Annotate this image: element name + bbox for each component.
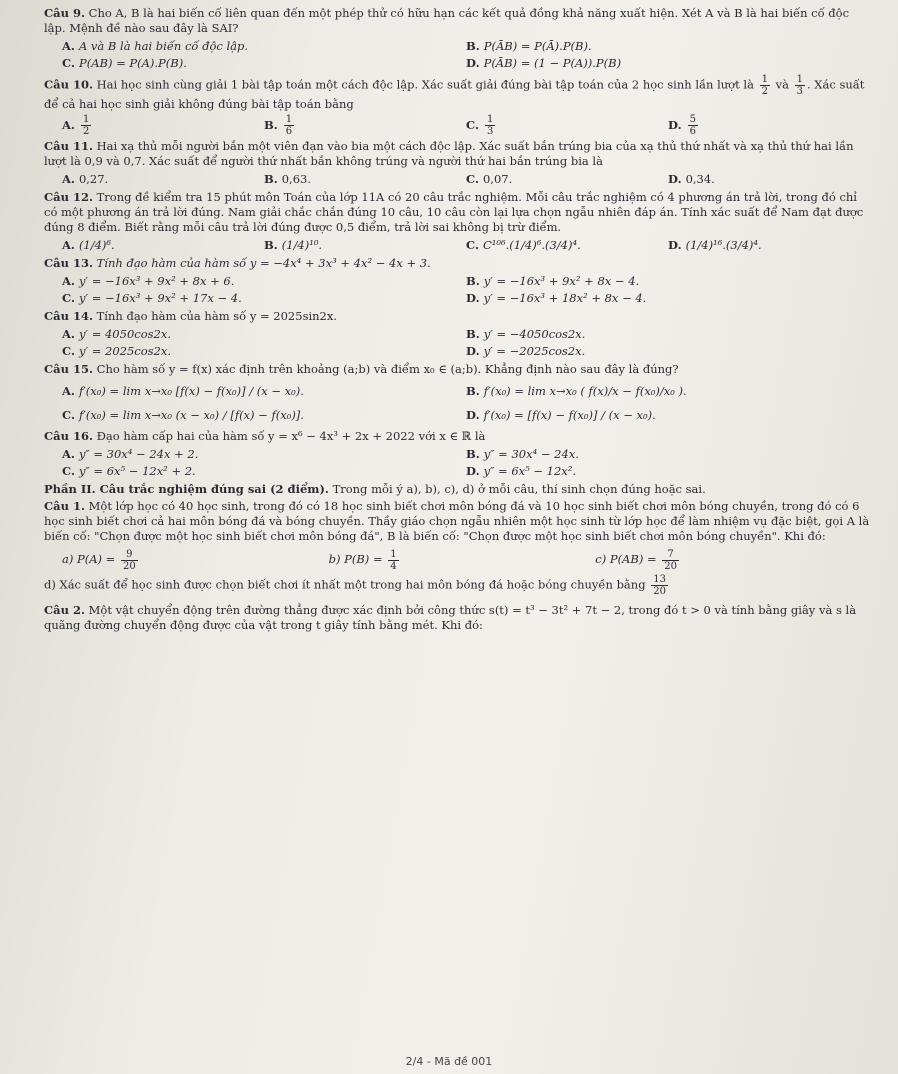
question-label: Câu 11. bbox=[44, 139, 93, 153]
option-c[interactable]: C. C¹⁰⁶.(1/4)⁶.(3/4)⁴. bbox=[466, 238, 581, 252]
option-d[interactable]: D. P(ĀB) = (1 − P(A)).P(B) bbox=[466, 56, 622, 70]
option-d[interactable]: D. y′ = −2025cos2x. bbox=[466, 344, 586, 358]
options-q9 bbox=[62, 38, 870, 72]
option-d[interactable]: D. y″ = 6x⁵ − 12x². bbox=[466, 464, 577, 478]
option-d[interactable]: D. y′ = −16x³ + 18x² + 8x − 4. bbox=[466, 291, 647, 305]
option-b[interactable]: B. y′ = −16x³ + 9x² + 8x − 4. bbox=[466, 274, 640, 288]
option-b[interactable]: B. P(ĀB) = P(Ā).P(B). bbox=[466, 39, 592, 53]
fraction: $\frac{1}{2}$ bbox=[761, 74, 768, 97]
statement-d[interactable]: d) Xác suất để học sinh được chọn biết chơi ít nhất một trong hai môn bóng đá hoặc bóng chuyền bằng $\frac{13}{20}$ bbox=[44, 574, 666, 597]
question-10: Câu 10. Hai học sinh cùng giải 1 bài tập toán một cách độc lập. Xác suất giải đúng bài tập toán của 2 học sinh lần lượt là $\frac{1}{2}$ và $\frac{1}{3}$ . Xác suất để cả hai học sinh giải không đúng bài tập toán bằng bbox=[44, 74, 865, 111]
option-c[interactable]: C. P(AB) = P(A).P(B). bbox=[62, 56, 187, 70]
option-a[interactable]: A. y″ = 30x⁴ − 24x + 2. bbox=[62, 447, 199, 461]
part-instructions: Trong mỗi ý a), b), c), d) ở mỗi câu, thí sinh chọn đúng hoặc sai. bbox=[332, 482, 706, 496]
option-b[interactable]: B. 0,63. bbox=[264, 172, 311, 186]
statement-b[interactable]: b) P(B) = $\frac{1}{4}$ bbox=[328, 548, 397, 572]
page-footer: 2/4 - Mã đề 001 bbox=[405, 1055, 493, 1068]
option-d[interactable]: D. (1/4)¹⁶.(3/4)⁴. bbox=[668, 238, 762, 252]
option-d[interactable]: D. $\frac{5}{6}$ bbox=[668, 114, 696, 137]
option-a[interactable]: A. y′ = −16x³ + 9x² + 8x + 6. bbox=[62, 274, 235, 288]
option-b[interactable]: B. y″ = 30x⁴ − 24x. bbox=[466, 447, 579, 461]
question-label: Câu 1. bbox=[44, 499, 85, 513]
option-a[interactable]: A. (1/4)⁶. bbox=[62, 238, 115, 252]
part2-question-2 bbox=[44, 603, 870, 633]
question-9 bbox=[44, 6, 870, 36]
statement-c[interactable]: c) P(AB) = $\frac{7}{20}$ bbox=[595, 548, 677, 572]
option-c[interactable]: C. y″ = 6x⁵ − 12x² + 2. bbox=[62, 464, 196, 478]
options-q13 bbox=[62, 273, 870, 307]
question-text: Cho hàm số y = f(x) xác định trên khoảng (a;b) và điểm x₀ ∈ (a;b). Khẳng định nào sau đây là đúng? bbox=[96, 362, 679, 376]
part-2-heading bbox=[44, 482, 870, 497]
option-c[interactable]: C. $\frac{1}{3}$ bbox=[466, 114, 494, 137]
question-text: Hai xạ thủ mỗi người bắn một viên đạn vào bia một cách độc lập. Xác suất bắn trúng bia của xạ thủ thứ nhất và xạ thủ thứ hai lần lượt là 0,9 và 0,7. Xác suất để người thứ nhất bắn không trúng và người thứ hai bắn trúng bia là bbox=[44, 139, 854, 168]
fraction: $\frac{1}{3}$ bbox=[796, 74, 803, 97]
question-15 bbox=[44, 362, 870, 377]
option-b[interactable]: B. f′(x₀) = lim x→x₀ ( f(x)/x − f(x₀)/x₀ ). bbox=[466, 384, 687, 398]
option-c[interactable]: C. f′(x₀) = lim x→x₀ (x − x₀) / [f(x) − f(x₀)]. bbox=[62, 408, 304, 422]
option-a[interactable]: A. $\frac{1}{2}$ bbox=[62, 114, 90, 137]
question-text: Một vật chuyển động trên đường thẳng được xác định bởi công thức s(t) = t³ − 3t² + 7t − 2, trong đó t > 0 và tính bằng giây và s là quãng đường chuyển động được của vật trong t giây tính bằng mét. Khi đó: bbox=[44, 603, 857, 632]
question-label: Câu 9. bbox=[44, 6, 85, 20]
question-14 bbox=[44, 309, 870, 324]
options-q16 bbox=[62, 446, 870, 480]
question-text: Tính đạo hàm của hàm số y = 2025sin2x. bbox=[96, 309, 338, 323]
option-b[interactable]: B. y′ = −4050cos2x. bbox=[466, 327, 586, 341]
question-text: Tính đạo hàm của hàm số y = −4x⁴ + 3x³ + 4x² − 4x + 3. bbox=[96, 256, 431, 270]
options-q14 bbox=[62, 326, 870, 360]
option-a[interactable]: A. f′(x₀) = lim x→x₀ [f(x) − f(x₀)] / (x − x₀). bbox=[62, 384, 304, 398]
option-b[interactable]: B. (1/4)¹⁰. bbox=[264, 238, 323, 252]
option-c[interactable]: C. 0,07. bbox=[466, 172, 513, 186]
question-label: Câu 10. bbox=[44, 77, 93, 92]
statements-q1 bbox=[62, 546, 870, 572]
question-text: Đạo hàm cấp hai của hàm số y = x⁶ − 4x³ + 2x + 2022 với x ∈ ℝ là bbox=[96, 429, 486, 443]
options-q11 bbox=[62, 171, 870, 188]
question-label: Câu 12. bbox=[44, 190, 93, 204]
options-q10 bbox=[62, 114, 870, 137]
question-label: Câu 14. bbox=[44, 309, 93, 323]
option-c[interactable]: C. y′ = 2025cos2x. bbox=[62, 344, 172, 358]
question-label: Câu 16. bbox=[44, 429, 93, 443]
option-a[interactable]: A. 0,27. bbox=[62, 172, 109, 186]
question-label: Câu 15. bbox=[44, 362, 93, 376]
question-label: Câu 2. bbox=[44, 603, 85, 617]
option-b[interactable]: B. $\frac{1}{6}$ bbox=[264, 114, 293, 137]
options-q15 bbox=[62, 379, 870, 427]
question-11 bbox=[44, 139, 870, 169]
question-16 bbox=[44, 429, 870, 444]
question-12 bbox=[44, 190, 870, 235]
question-text: Cho A, B là hai biến cố liên quan đến một phép thử có hữu hạn các kết quả đồng khả năng xuất hiện. Xét A và B là hai biến cố độc lập. Mệnh đề nào sau đây là SAI? bbox=[44, 6, 850, 35]
question-text: Một lớp học có 40 học sinh, trong đó có 18 học sinh biết chơi môn bóng đá và 10 học sinh biết chơi môn bóng chuyền, trong đó có 6 học sinh biết chơi cả hai môn bóng đá và bóng chuyền. Thầy giáo chọn ngẫu nhiên một học sinh từ lớp học để làm nhiệm vụ đặc biệt, gọi A là biến cố: "Chọn được một học sinh biết chơi môn bóng đá", B là biến cố: "Chọn được một học sinh biết chơi môn bóng chuyền". Khi đó: bbox=[44, 499, 870, 543]
options-q12 bbox=[62, 237, 870, 254]
statement-a[interactable]: a) P(A) = $\frac{9}{20}$ bbox=[62, 548, 136, 572]
option-a[interactable]: A. A và B là hai biến cố độc lập. bbox=[62, 39, 249, 53]
part-title: Phần II. Câu trắc nghiệm đúng sai (2 điểm). bbox=[44, 482, 329, 496]
option-d[interactable]: D. 0,34. bbox=[668, 172, 715, 186]
option-d[interactable]: D. f′(x₀) = [f(x) − f(x₀)] / (x − x₀). bbox=[466, 408, 656, 422]
question-label: Câu 13. bbox=[44, 256, 93, 270]
question-text: Hai học sinh cùng giải 1 bài tập toán một cách độc lập. Xác suất giải đúng bài tập toán của 2 học sinh lần lượt là bbox=[96, 77, 754, 92]
option-a[interactable]: A. y′ = 4050cos2x. bbox=[62, 327, 171, 341]
option-c[interactable]: C. y′ = −16x³ + 9x² + 17x − 4. bbox=[62, 291, 242, 305]
part2-question-1 bbox=[44, 499, 870, 544]
question-13 bbox=[44, 256, 870, 271]
question-text: Trong đề kiểm tra 15 phút môn Toán của lớp 11A có 20 câu trắc nghiệm. Mỗi câu trắc nghiệm có 4 phương án trả lời, trong đó chỉ có một phương án trả lời đúng. Nam giải chắc chắn đúng 10 câu, 10 câu còn lại lựa chọn ngẫu nhiên đáp án. Tính xác suất để Nam đạt được đúng 8 điểm. Biết rằng mỗi câu trả lời đúng được 0,5 điểm, trả lời sai không bị trừ điểm. bbox=[44, 190, 864, 234]
